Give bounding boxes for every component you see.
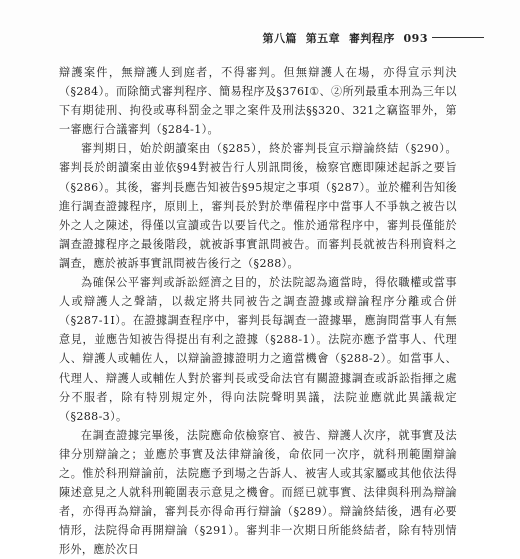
header-text: [263, 30, 428, 46]
header-section: 審判程序: [348, 32, 395, 45]
page-number: 093: [403, 32, 428, 45]
body-text: [59, 63, 457, 559]
paragraph: 為確保公平審判或訴訟經濟之目的，於法院認為適當時，得依職權或當事人或辯護人之聲請，以裁定將共同被告之調查證據或辯論程序分離或合併（§287-1Ⅰ）。在證據調查程序中，審判長每調查一證據畢，應詢問當事人有無意見，並應告知被告得提出有利之證據（§288-1）。法院亦應予當事人、代理人、辯護人或輔佐人，以辯論證據證明力之適當機會（§288-2）。如當事人、代理人、辯護人或輔佐人對於審判長或受命法官有關證據調查或訴訟指揮之處分不服者，除有特別規定外，得向法院聲明異議，法院並應就此異議裁定（§288-3）。: [59, 276, 457, 423]
header-rule: [432, 37, 484, 38]
header-chapter: 第五章: [305, 32, 341, 45]
paragraph: 審判期日，始於朗讀案由（§285），終於審判長宣示辯論終結（§290）。審判長於朗讀案由並依§94對被告行人別訊問後，檢察官應即陳述起訴之要旨（§286）。其後，審判長應告知被告§95規定之事項（§287）。並於權利告知後進行調查證據程序，原則上，審判長於對於準備程序中當事人不爭執之被告以外之人之陳述，得僅以宣讀或告以要旨代之。惟於通常程序中，審判長僅能於調查證據程序之最後階段，就被訴事實訊問被告。而審判長就被告科刑資料之調查，應於被訴事實訊問被告後行之（§288）。: [59, 142, 457, 270]
header-part: 第八篇: [262, 32, 298, 45]
running-header: [0, 30, 520, 48]
paragraph: 在調查證據完畢後，法院應命依檢察官、被告、辯護人次序，就事實及法律分別辯論之；並應於事實及法律辯論後，命依同一次序，就科刑範圍辯論之。惟於科刑辯論前，法院應予到場之告訴人、被害人或其家屬或其他依法得陳述意見之人就科刑範圍表示意見之機會。而經已就事實、法律與科刑為辯論者，亦得再為辯論，審判長亦得命再行辯論（§289）。辯論終結後，遇有必要情形，法院得命再開辯論（§291）。審判非一次期日所能終結者，除有特別情形外，應於次日: [59, 428, 457, 557]
paragraph-continued: 辯護案件，無辯護人到庭者，不得審判。但無辯護人在場，亦得宣示判決（§284）。而除簡式審判程序、簡易程序及§376Ⅰ①、②所列最重本刑為三年以下有期徒刑、拘役或專科罰金之罪之案件及刑法§§320、321之竊盜罪外，第一審應行合議審判（§284-1）。: [59, 66, 457, 137]
